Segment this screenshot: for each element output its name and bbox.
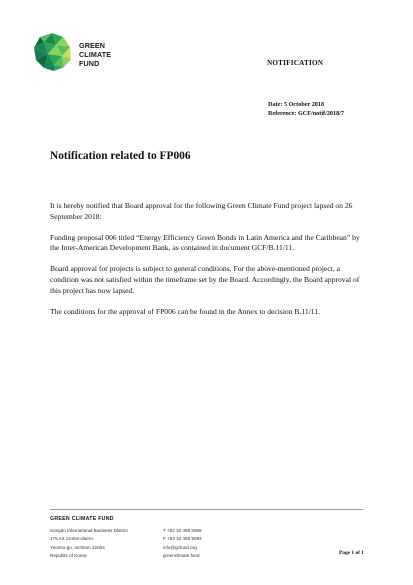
document-type-label: NOTIFICATION (267, 59, 324, 67)
gcf-logo (32, 32, 132, 72)
gcf-globe-icon (32, 32, 72, 72)
footer-phone: T +82 32 458 6059 (163, 528, 202, 533)
document-meta (268, 100, 344, 118)
body-paragraph: Funding proposal 006 titled “Energy Efficiency Green Bonds in Latin America and the Caribbean” by the Inter-American Development Bank, as contained in document GCF/B.11/11. (50, 232, 360, 253)
body-paragraph: Board approval for projects is subject to general conditions. For the above-mentioned project, a condition was not satisfied within the timeframe set by the Board. Accordingly, the Board approval of this project has now lapsed. (50, 264, 360, 295)
footer-address-line: Republic of Korea (50, 553, 87, 559)
footer-address-line: 175 Art Center-daero (50, 536, 93, 542)
footer-website-link[interactable]: greenclimate.fund (163, 553, 200, 559)
footer-org-name: GREEN CLIMATE FUND (50, 516, 114, 522)
body-paragraph: It is hereby notified that Board approval for the following Green Climate Fund project lapsed on 26 September 2018: (50, 201, 353, 221)
logo-wordmark (79, 41, 111, 68)
footer-address-line: Yeonsu-gu, Incheon 22004 (50, 544, 105, 550)
footer-address-line: Songdo International Business District (50, 528, 128, 533)
logo-line-1: GREEN (79, 41, 106, 50)
document-body (50, 201, 370, 327)
footer-email-link[interactable]: info@gcfund.org (163, 544, 197, 550)
page-number: Page 1 of 1 (339, 550, 365, 556)
logo-line-2: CLIMATE (79, 50, 112, 59)
document-title: Notification related to FP006 (50, 150, 191, 162)
document-reference: Reference: GCF/notif/2018/7 (268, 110, 345, 117)
footer-contact (163, 527, 202, 561)
body-paragraph: The conditions for the approval of FP006 can be found in the Annex to decision B.11/11. (50, 306, 321, 316)
document-date: Date: 5 October 2018 (268, 101, 325, 108)
logo-line-3: FUND (79, 59, 100, 68)
footer-divider (50, 509, 363, 510)
footer-fax: F +82 32 458 6094 (163, 536, 202, 542)
footer-address (50, 527, 128, 561)
